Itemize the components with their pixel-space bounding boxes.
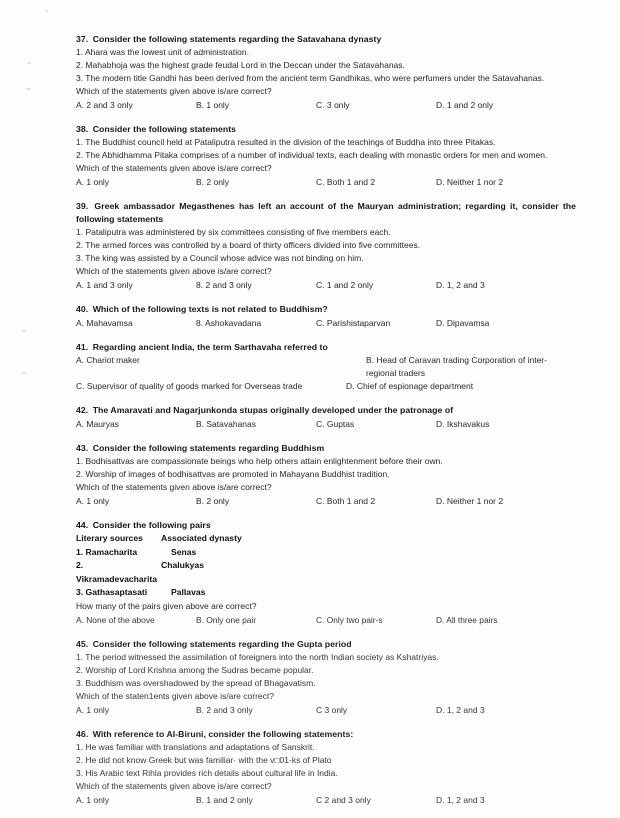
option-b[interactable]: B. Head of Caravan trading Corporation of inter-regional traders <box>366 355 547 378</box>
statement: 1. The Buddhist council held at Pataliputra resulted in the division of the teachings of Buddha into three Pitakas. <box>76 137 496 147</box>
option-d[interactable]: D. 1, 2 and 3 <box>436 794 485 805</box>
option-d[interactable]: D. Neither 1 nor 2 <box>436 177 504 187</box>
option-a[interactable]: A. 2 and 3 only <box>76 100 133 110</box>
option-grid-row <box>76 380 576 393</box>
scan-speckle <box>22 330 26 332</box>
option-c[interactable]: C 2 and 3 only <box>316 794 371 805</box>
question-heading-text: Consider the following statements <box>92 124 237 134</box>
statement: 1. Ahara was the lowest unit of administration. <box>76 47 249 57</box>
question-list <box>76 33 576 818</box>
option-c[interactable]: C. Both 1 and 2 <box>316 177 376 187</box>
question-46 <box>76 728 576 807</box>
question-number: 45. <box>76 638 89 649</box>
statement: 2. The armed forces was controlled by a board of thirty officers divided into five committees. <box>76 240 421 250</box>
pairs-table-row <box>76 559 576 586</box>
question-prompt: Which of the statements given above is/are correct? <box>76 86 272 96</box>
option-b[interactable]: B. 2 only <box>196 496 230 506</box>
question-prompt: Which of the staten1ents given above is/are correct? <box>76 690 274 701</box>
pairs-header-left: Literary sources <box>76 533 143 543</box>
statement: 2. The Abhidhamma Pitaka comprises of a number of individual texts, each dealing with monastic orders for men and women. <box>76 150 548 160</box>
question-41 <box>76 341 576 393</box>
option-b[interactable]: B. 2 and 3 only <box>196 704 253 715</box>
option-d[interactable]: D. Dipavamsa <box>436 318 490 328</box>
option-row <box>76 176 576 189</box>
option-d[interactable]: D. 1 and 2 only <box>436 100 494 110</box>
option-c[interactable]: C. Only two pair-s <box>316 614 383 625</box>
statement: 3. The modern title Gandhi has been derived from the ancient term Gandhikas, who were perfumers under the Satavahanas. <box>76 73 545 83</box>
pair-dynasty: Chalukyas <box>161 560 204 570</box>
option-c[interactable]: C. Supervisor of quality of goods marked for Overseas trade <box>76 381 303 391</box>
question-37 <box>76 33 576 112</box>
option-row <box>76 99 576 112</box>
question-number: 44. <box>76 520 89 530</box>
question-number: 39. <box>76 201 89 211</box>
scan-speckle <box>26 88 31 90</box>
question-number: 46. <box>76 728 89 739</box>
question-heading <box>76 404 576 417</box>
statement: 1. The period witnessed the assimilation of foreigners into the north Indian society as Kshatriyas. <box>76 651 439 662</box>
option-a[interactable]: A. 1 only <box>76 177 110 187</box>
option-grid <box>76 354 576 393</box>
statement: 2. Worship of Lord Krishna among the Sudras became popular. <box>76 664 314 675</box>
statement: 1. He was familiar with translations and adaptations of Sanskrit. <box>76 741 315 752</box>
question-heading-text: Consider the following pairs <box>92 520 211 530</box>
option-row <box>76 317 576 330</box>
question-heading <box>76 442 576 455</box>
question-44 <box>76 519 576 627</box>
option-a[interactable]: A. 1 only <box>76 496 110 506</box>
option-a[interactable]: A. None of the above <box>76 614 155 625</box>
option-row <box>76 614 576 627</box>
option-b[interactable]: B. Only one pair <box>196 614 257 625</box>
option-a[interactable]: A. 1 only <box>76 794 110 805</box>
option-row <box>76 794 576 807</box>
question-heading <box>76 33 576 46</box>
question-prompt: Which of the statements given above is/are correct? <box>76 482 272 492</box>
pairs-header-right: Associated dynasty <box>161 533 242 543</box>
option-d[interactable]: D. 1, 2 and 3 <box>436 704 485 715</box>
option-row <box>76 704 576 717</box>
statement: 2. Worship of images of bodhisattvas are promoted in Mahayana Buddhist tradition. <box>76 469 390 479</box>
question-number: 40. <box>76 304 89 314</box>
option-b[interactable]: B. 1 and 2 only <box>196 794 253 805</box>
statement: 3. His Arabic text Rihla provides rich details about cultural life in India. <box>76 767 338 778</box>
question-number: 42. <box>76 405 89 415</box>
question-heading-text: The Amaravati and Nagarjunkonda stupas originally developed under the patronage of <box>92 405 454 415</box>
question-heading <box>76 303 576 316</box>
question-number: 38. <box>76 124 89 134</box>
scan-speckle <box>22 372 26 374</box>
option-c[interactable]: C. Guptas <box>316 419 355 429</box>
option-d[interactable]: D. Ikshavakus <box>436 419 490 429</box>
option-a[interactable]: A. 1 and 3 only <box>76 280 133 290</box>
scan-speckle <box>27 62 31 64</box>
pairs-table-row <box>76 586 576 600</box>
option-b[interactable]: 8. 2 and 3 only <box>196 280 252 290</box>
question-prompt: Which of the statements given above is/are correct? <box>76 780 272 791</box>
option-d[interactable]: D. All three pairs <box>436 614 498 625</box>
pairs-table-header <box>76 532 576 546</box>
option-c[interactable]: C. Parishistaparvan <box>316 318 391 328</box>
question-38 <box>76 123 576 189</box>
question-40 <box>76 303 576 330</box>
pairs-table-row <box>76 546 576 560</box>
option-d[interactable]: D. Neither 1 nor 2 <box>436 496 504 506</box>
statement: 3. The king was assisted by a Council whose advice was not binding on him. <box>76 253 364 263</box>
question-prompt: How many of the pairs given above are correct? <box>76 600 257 611</box>
question-43 <box>76 442 576 508</box>
question-heading-text: With reference to AI-Biruni, consider the following statements: <box>92 728 354 739</box>
question-39 <box>76 200 576 292</box>
option-d[interactable]: D. Chief of espionage department <box>346 381 474 391</box>
option-row <box>76 418 576 431</box>
question-45 <box>76 638 576 717</box>
option-c[interactable]: C 3 only <box>316 704 348 715</box>
question-heading <box>76 200 576 226</box>
option-b[interactable]: B. 2 only <box>196 177 230 187</box>
option-b[interactable]: B. 1 only <box>196 100 230 110</box>
option-b[interactable]: 8. Ashokavadana <box>196 318 262 328</box>
question-heading <box>76 341 576 354</box>
question-heading-text: Consider the following statements regarding the Gupta period <box>92 638 352 649</box>
question-heading-text: Consider the following statements regarding the Satavahana dynasty <box>92 34 382 44</box>
statement: 3. Buddhism was overshadowed by the spread of Bhagavatism. <box>76 677 316 688</box>
option-row <box>76 279 576 292</box>
question-heading-text: Greek ambassador Megasthenes has left an account of the Mauryan administration; regarding it, consider the following statements <box>76 201 576 224</box>
question-number: 43. <box>76 443 89 453</box>
option-b[interactable]: B. Satavahanas <box>196 419 257 429</box>
pair-source: 2. Vikramadevacharita <box>76 560 158 584</box>
option-c[interactable]: C. 1 and 2 only <box>316 280 374 290</box>
question-heading-text: Consider the following statements regarding Buddhism <box>92 443 325 453</box>
question-heading-text: Regarding ancient India, the term Sarthavaha referred to <box>92 342 328 352</box>
question-heading <box>76 728 576 741</box>
option-a[interactable]: A. Chariot maker <box>76 355 140 365</box>
pair-source: 1. Ramacharita <box>76 546 138 557</box>
statement: 1. Pataliputra was administered by six committees consisting of five members each. <box>76 227 391 237</box>
question-42 <box>76 404 576 431</box>
option-a[interactable]: A. 1 only <box>76 704 110 715</box>
question-number: 37. <box>76 34 89 44</box>
statement: 1. Bodhisattvas are compassionate beings who help others attain enlightenment before their own. <box>76 456 443 466</box>
option-a[interactable]: A. Mauryas <box>76 419 119 429</box>
statement: 2. Mahabhoja was the highest grade feudal Lord in the Deccan under the Satavahanas. <box>76 60 405 70</box>
question-prompt: Which of the statements given above is/are correct? <box>76 266 272 276</box>
pair-dynasty: Senas <box>171 546 197 557</box>
option-grid-row <box>76 354 576 380</box>
statement: 2. He did not know Greek but was familiar· with the v□01-ks of Plato <box>76 754 332 765</box>
option-c[interactable]: C. 3 only <box>316 100 350 110</box>
question-prompt: Which of the statements given above is/are correct? <box>76 163 272 173</box>
option-row <box>76 495 576 508</box>
option-d[interactable]: D. 1, 2 and 3 <box>436 280 485 290</box>
question-heading <box>76 519 576 532</box>
question-heading-text: Which of the following texts is not related to Buddhism? <box>92 304 328 314</box>
question-heading <box>76 638 576 651</box>
question-number: 41. <box>76 342 89 352</box>
option-a[interactable]: A. Mahavamsa <box>76 318 133 328</box>
pair-source: 3. Gathasaptasati <box>76 587 148 597</box>
pair-dynasty: Pallavas <box>171 587 206 597</box>
question-heading <box>76 123 576 136</box>
scan-speckle <box>45 10 48 12</box>
option-c[interactable]: C. Both 1 and 2 <box>316 496 376 506</box>
